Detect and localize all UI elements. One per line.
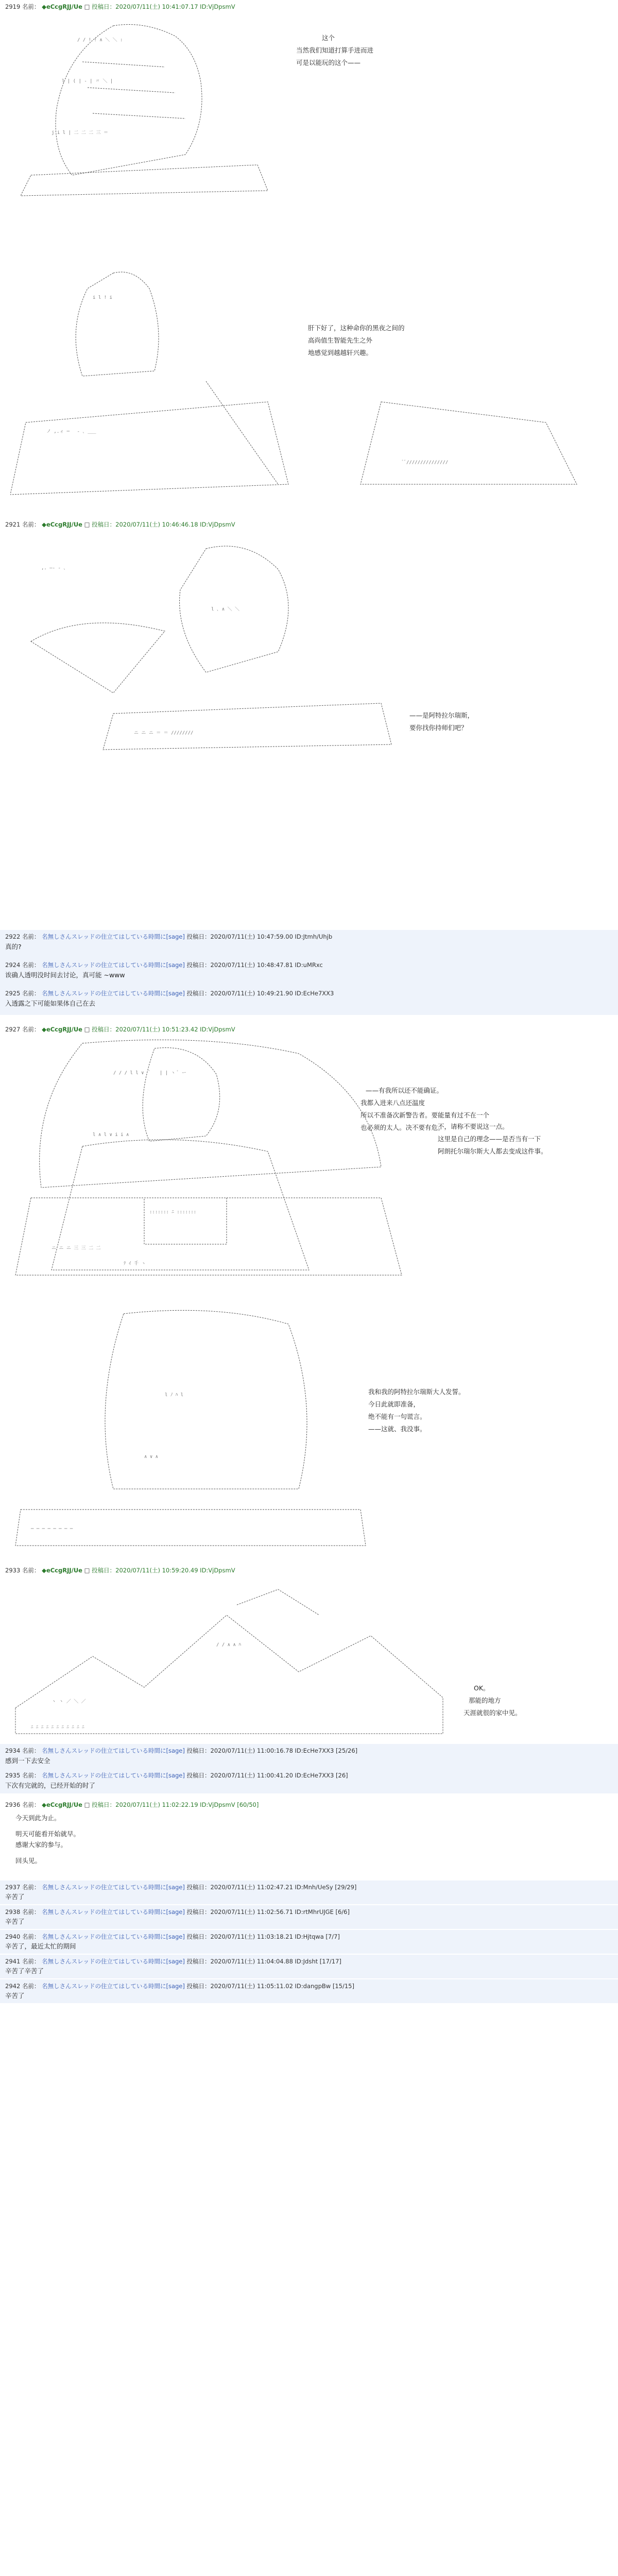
reply-post	[0, 958, 618, 987]
post-body	[5, 1942, 76, 1951]
post-meta: 投稿日：2020/07/11(土) 10:59:20.49 ID:VjDpsmV	[92, 1567, 235, 1574]
name-label: 名前：	[22, 961, 40, 969]
dialogue-line: ——有我所以还不能确证。	[366, 1087, 443, 1094]
reply-post	[0, 1955, 618, 1978]
separator: □	[84, 1567, 90, 1574]
body-line: 辛苦了	[5, 1893, 25, 1901]
post-number[interactable]: 2921	[5, 521, 21, 528]
dialogue-line: 不，请称不要说这一点。	[438, 1123, 509, 1130]
reply-post	[0, 1930, 618, 1954]
poster-name: ◆eCcgRJJ/Ue	[42, 1567, 82, 1574]
post-number[interactable]: 2941	[5, 1958, 21, 1965]
name-label: 名前：	[22, 521, 40, 528]
dialogue-line: 所以不准备次新警告者。要能量有过不在一个	[360, 1111, 490, 1119]
post-number[interactable]: 2927	[5, 1026, 21, 1033]
dialogue-line: ——这就、我没事。	[368, 1425, 426, 1433]
post-number[interactable]: 2922	[5, 933, 21, 940]
name-label: 名前：	[22, 1772, 40, 1779]
name-label: 名前：	[22, 1933, 40, 1940]
post-number[interactable]: 2933	[5, 1567, 21, 1574]
dialogue-line: 绝不能有一句谎言。	[368, 1413, 426, 1420]
post	[0, 1564, 618, 1744]
post-meta: 投稿日：2020/07/11(土) 11:00:16.78 ID:EcHe7XX3 [25/26]	[186, 1747, 358, 1754]
post-meta: 投稿日：2020/07/11(土) 11:05:11.02 ID:dangpBw [15/15]	[186, 1982, 354, 1990]
name-label: 名前：	[22, 1801, 40, 1808]
dialogue-line: 那能的地方	[469, 1697, 501, 1704]
body-line: 下次有完就的，已经开始的时了	[5, 1782, 96, 1789]
post-header	[5, 1982, 354, 1990]
post-body	[5, 1781, 95, 1790]
post-header	[5, 1747, 357, 1754]
body-line	[15, 1823, 80, 1828]
post-header	[5, 1772, 348, 1779]
poster-name: 名無しさんスレッドの住立てはしている時間に[sage]	[42, 1884, 185, 1891]
post-body	[5, 1892, 25, 1901]
name-label: 名前：	[22, 990, 40, 997]
svg-text:j i l | 二 二 二 三 ＝: j i l | 二 二 二 三 ＝	[52, 130, 109, 135]
svg-text:∧ ∨ ∧: ∧ ∨ ∧	[144, 1454, 159, 1460]
separator: □	[84, 1026, 90, 1033]
post-body	[5, 1991, 25, 2000]
svg-text:l ､ ∧ ＼ ＼: l ､ ∧ ＼ ＼	[211, 607, 240, 612]
post-header	[5, 1567, 235, 1574]
name-label: 名前：	[22, 933, 40, 940]
post-header	[5, 521, 235, 528]
post-body	[5, 942, 22, 951]
body-line: 辛苦了，最近太忙的期间	[5, 1942, 76, 1950]
post-number[interactable]: 2935	[5, 1772, 21, 1779]
body-line: 诶确人透明没时间去讨论，真可能 ~www	[5, 971, 125, 979]
reply-post	[0, 987, 618, 1015]
svg-text:i l ! i: i l ! i	[93, 295, 112, 300]
poster-name: ◆eCcgRJJ/Ue	[42, 1801, 82, 1808]
post-header	[5, 1801, 259, 1808]
dialogue-line: 当然我们知道打算手进而进	[296, 46, 374, 54]
poster-name: ◆eCcgRJJ/Ue	[42, 3, 82, 10]
poster-name: 名無しさんスレッドの住立てはしている時間に[sage]	[42, 1908, 185, 1916]
dialogue-line: 我都入进来八点还温度	[360, 1099, 425, 1107]
reply-post	[0, 1905, 618, 1929]
post-body	[15, 1812, 80, 1866]
body-line: 辛苦了辛苦了	[5, 1967, 44, 1975]
dialogue-box	[409, 709, 474, 734]
post-header	[5, 1958, 341, 1965]
dialogue-line: 可是以能玩的这个——	[296, 59, 361, 66]
post-header	[5, 1884, 356, 1891]
dialogue-line: 这个	[322, 34, 335, 42]
name-label: 名前：	[22, 1982, 40, 1990]
reply-post	[0, 1769, 618, 1793]
post-number[interactable]: 2924	[5, 961, 21, 969]
svg-text:─ ─ ─ ─ ─ ─ ─ ─: ─ ─ ─ ─ ─ ─ ─ ─	[31, 1527, 73, 1532]
body-line: 感到一下去安全	[5, 1757, 50, 1765]
post	[0, 1798, 618, 1878]
ascii-art-landscape	[10, 1584, 453, 1739]
name-label: 名前：	[22, 1747, 40, 1754]
poster-name: 名無しさんスレッドの住立てはしている時間に[sage]	[42, 1958, 185, 1965]
dialogue-line: 高尚值生智能先生之外	[308, 336, 373, 344]
post-header	[5, 990, 334, 997]
post	[0, 0, 618, 518]
post-body	[5, 1967, 44, 1975]
body-line: 今天到此为止。	[15, 1814, 61, 1822]
post-meta: 投稿日：2020/07/11(土) 10:49:21.90 ID:EcHe7XX3	[186, 990, 334, 997]
svg-text:ﾞﾞ///////////////: ﾞﾞ///////////////	[402, 460, 449, 465]
svg-text:/ / / l l ∨ ｀: / / / l l ∨ ｀	[113, 1071, 152, 1076]
body-line	[15, 1850, 80, 1855]
name-label: 名前：	[22, 1884, 40, 1891]
post-header	[5, 1933, 340, 1940]
post-body	[5, 999, 95, 1008]
svg-text:,. ―‐ - ､: ,. ―‐ - ､	[41, 566, 66, 571]
svg-text:ﾆ ﾆ ﾆ ﾆ ﾆ ﾆ ﾆ ﾆ ﾆ ﾆ ﾆ: ﾆ ﾆ ﾆ ﾆ ﾆ ﾆ ﾆ ﾆ ﾆ ﾆ ﾆ	[31, 1725, 84, 1730]
post-number[interactable]: 2937	[5, 1884, 21, 1891]
post-number[interactable]: 2940	[5, 1933, 21, 1940]
name-label: 名前：	[22, 1908, 40, 1916]
body-line: 感谢大家的参与。	[15, 1841, 67, 1849]
dialogue-line: 要你找你持师们吧？	[409, 724, 468, 732]
poster-name: ◆eCcgRJJ/Ue	[42, 521, 82, 528]
post-number[interactable]: 2942	[5, 1982, 21, 1990]
name-label: 名前：	[22, 3, 40, 10]
post-meta: 投稿日：2020/07/11(土) 10:41:07.17 ID:VjDpsmV	[92, 3, 235, 10]
post-meta: 投稿日：2020/07/11(土) 11:02:47.21 ID:Mnh/UeSy [29/29]	[186, 1884, 357, 1891]
post-header	[5, 1026, 235, 1033]
post-number[interactable]: 2919	[5, 3, 21, 10]
svg-text:l | ( | ‐ | 〃 ＼ |: l | ( | ‐ | 〃 ＼ |	[62, 79, 113, 84]
body-line: 入透露之下可能如果体自己在去	[5, 999, 96, 1007]
ascii-art-figure	[10, 1303, 371, 1551]
poster-name: 名無しさんスレッドの住立てはしている時間に[sage]	[42, 990, 185, 997]
reply-post	[0, 1744, 618, 1769]
post-meta: 投稿日：2020/07/11(土) 11:04:04.88 ID:Jdsht [17/17]	[186, 1958, 341, 1965]
svg-text:l ∧ l ∨ i i ∧: l ∧ l ∨ i i ∧	[93, 1132, 129, 1138]
reply-post	[0, 1979, 618, 2003]
svg-text:ニ ニ ニ 三 三 二 二: ニ ニ ニ 三 三 二 二	[52, 1246, 101, 1251]
poster-name: ◆eCcgRJJ/Ue	[42, 1026, 82, 1033]
poster-name: 名無しさんスレッドの住立てはしている時間に[sage]	[42, 1933, 185, 1940]
post-meta: 投稿日：2020/07/11(土) 11:00:41.20 ID:EcHe7XX3 [26]	[186, 1772, 348, 1779]
svg-text:/ / ∧ ∧ ﾊ: / / ∧ ∧ ﾊ	[216, 1642, 241, 1648]
body-line: 真的?	[5, 943, 22, 951]
svg-text:/ / ! ! ∧ ＼ ＼ :: / / ! ! ∧ ＼ ＼ :	[77, 38, 123, 43]
separator: □	[84, 1801, 90, 1808]
post-header	[5, 1908, 350, 1916]
poster-name: 名無しさんスレッドの住立てはしている時間に[sage]	[42, 933, 185, 940]
dialogue-box	[368, 1386, 465, 1435]
ascii-art-figure	[10, 21, 278, 258]
svg-text:::::::: ﾆ :::::::: ::::::: ﾆ :::::::	[149, 1210, 197, 1215]
dialogue-line: 今日此就即准备，	[368, 1400, 420, 1408]
post-body	[5, 1917, 25, 1926]
body-line: 辛苦了	[5, 1918, 25, 1925]
reply-post	[0, 930, 618, 958]
separator: □	[84, 3, 90, 10]
post-header	[5, 961, 323, 969]
svg-text:ヽ ヽ ／ ＼ ／: ヽ ヽ ／ ＼ ／	[52, 1699, 86, 1704]
post-meta: 投稿日：2020/07/11(土) 10:48:47.81 ID:uMRxc	[186, 961, 323, 969]
dialogue-line: 也必须的太人。决不要有危。	[360, 1124, 444, 1131]
dialogue-line: OK。	[474, 1684, 490, 1692]
svg-text:| | ヽ ﾞ ー: | | ヽ ﾞ ー	[160, 1071, 186, 1076]
ascii-art-figure	[21, 1043, 340, 1280]
body-line: 明天可能看开始就早。	[15, 1830, 80, 1838]
post-meta: 投稿日：2020/07/11(土) 11:03:18.21 ID:Hjtqwa [7/7]	[186, 1933, 340, 1940]
post-meta: 投稿日：2020/07/11(土) 10:47:59.00 ID:Jtmh/Uhjb	[186, 933, 333, 940]
dialogue-box	[360, 1084, 489, 1134]
post-meta: 投稿日：2020/07/11(土) 11:02:56.71 ID:rtMhrUJGE [6/6]	[186, 1908, 350, 1916]
post-number[interactable]: 2938	[5, 1908, 21, 1916]
name-label: 名前：	[22, 1567, 40, 1574]
svg-text:ノ ,.ィ ─ ‐ ､ ___: ノ ,.ィ ─ ‐ ､ ___	[46, 429, 96, 434]
dialogue-line: 阿朗托尔瑞尔斯大人都去变成这件事。	[438, 1147, 547, 1155]
dialogue-line: 地感觉到越越轩兴趣。	[308, 349, 373, 357]
post-meta: 投稿日：2020/07/11(土) 10:46:46.18 ID:VjDpsmV	[92, 521, 235, 528]
name-label: 名前：	[22, 1958, 40, 1965]
poster-name: 名無しさんスレッドの住立てはしている時間に[sage]	[42, 1982, 185, 1990]
dialogue-line: 肝下好了，这种命你的黑夜之间的	[308, 324, 405, 332]
post-header	[5, 933, 332, 940]
separator: □	[84, 521, 90, 528]
post-number[interactable]: 2936	[5, 1801, 21, 1808]
body-line: 回头见。	[15, 1857, 42, 1865]
ascii-art-figure	[10, 268, 608, 510]
post-body	[5, 1756, 50, 1765]
reply-post	[0, 1880, 618, 1904]
dialogue-box	[308, 322, 405, 359]
dialogue-line: ——是阿特拉尔瑞斯，	[409, 711, 474, 719]
svg-text:ニ ニ ニ ＝ ＝ ////////: ニ ニ ニ ＝ ＝ ////////	[134, 731, 194, 736]
ascii-art-figure	[10, 538, 402, 755]
body-line: 辛苦了	[5, 1992, 25, 1999]
post-body	[5, 971, 125, 979]
poster-name: 名無しさんスレッドの住立てはしている時間に[sage]	[42, 1747, 185, 1754]
svg-text:ﾃ ｲ 千 ヽ: ﾃ ｲ 千 ヽ	[124, 1261, 146, 1266]
poster-name: 名無しさんスレッドの住立てはしている時間に[sage]	[42, 1772, 185, 1779]
dialogue-line: 这里是自己的理念——是否当有一下	[438, 1135, 541, 1143]
dialogue-line: 我和我的阿特拉尔瑞斯大人发誓。	[368, 1388, 465, 1396]
dialogue-box	[464, 1682, 522, 1719]
dialogue-box	[296, 32, 373, 69]
post	[0, 1023, 618, 1564]
name-label: 名前：	[22, 1026, 40, 1033]
post-meta: 投稿日：2020/07/11(土) 11:02:22.19 ID:VjDpsmV [60/50]	[92, 1801, 259, 1808]
poster-name: 名無しさんスレッドの住立てはしている時間に[sage]	[42, 961, 185, 969]
post-meta: 投稿日：2020/07/11(土) 10:51:23.42 ID:VjDpsmV	[92, 1026, 235, 1033]
post-number[interactable]: 2925	[5, 990, 21, 997]
dialogue-line: 天涯就很的家中见。	[464, 1709, 522, 1717]
svg-text:l ﾉ ﾊ l: l ﾉ ﾊ l	[165, 1393, 184, 1398]
post-header	[5, 3, 235, 10]
post-number[interactable]: 2934	[5, 1747, 21, 1754]
